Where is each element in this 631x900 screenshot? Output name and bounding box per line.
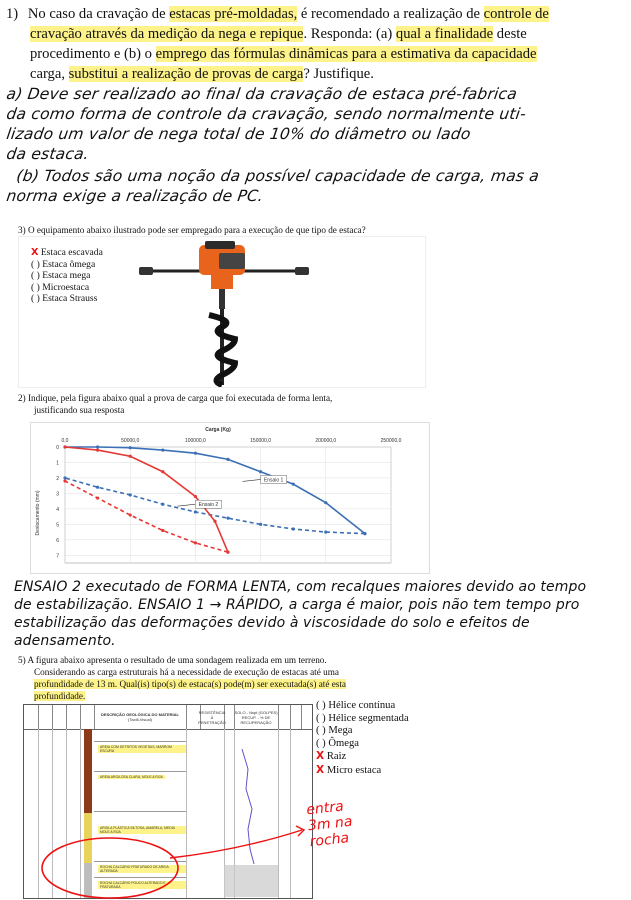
q1-highlight: estacas pré-moldadas, — [169, 6, 298, 22]
chart-y-ticks — [56, 445, 59, 559]
q3-options — [31, 247, 103, 305]
data-point — [129, 493, 132, 496]
red-circle-annotation — [40, 810, 350, 900]
option-mega[interactable]: ( ) Mega — [316, 725, 353, 737]
option-estaca-strauss[interactable]: ( ) Estaca Strauss — [31, 293, 98, 305]
q1-highlight: emprego das fórmulas dinâmicas para a estimativa da capacidade — [155, 46, 537, 62]
red-handwritten-note: entra 3m na rocha — [305, 798, 354, 851]
option-micro-estaca[interactable]: X Micro estaca — [316, 763, 382, 776]
data-point — [96, 486, 99, 489]
option-raiz[interactable]: X Raiz — [316, 750, 347, 763]
handwritten-line: de estabilização. ENSAIO 1 → RÁPIDO, a carga é maior, pois não tem tempo pro — [14, 597, 580, 613]
soil-layer-rock: ROCHA CALCÁRIO FRATURADO DE AREIA ALTERADA — [94, 861, 186, 878]
question-3: 3) O equipamento abaixo ilustrado pode ser empregado para a execução de que tipo de estaca? — [18, 225, 366, 235]
q1-text: deste — [493, 26, 527, 42]
option-omega[interactable]: ( ) Ômega — [316, 737, 359, 749]
data-point — [194, 452, 197, 455]
red-x-mark: X — [316, 750, 325, 763]
question-5: 5) A figura abaixo apresenta o resultado de uma sondagem realizada em um terreno. Considerando as carga estruturais há a necessidade de execução de estacas até uma profundidade de 13 m. Qual(is) tipo(s) de estaca(s) pode(m) ser executada(s) até esta profundidade. — [18, 655, 346, 701]
data-point — [259, 523, 262, 526]
chart-y-label: Deslocamento (mm) — [35, 490, 41, 536]
soil-layer-rock: ROCHA CALCÁRIO POUCO ALTERADO E FRATURADA — [94, 877, 186, 898]
option-estaca-escavada[interactable]: X Estaca escavada — [31, 247, 103, 258]
data-point — [129, 446, 132, 449]
handwritten-line: ENSAIO 2 executado de FORMA LENTA, com recalques maiores devido ao tempo — [14, 579, 587, 595]
soil-description-header: DESCRIÇÃO GEOLÓGICA DO MATERIAL (Tactil-Visual) — [94, 705, 187, 729]
q1-text: . Responda: (a) — [303, 26, 396, 42]
data-point — [292, 527, 295, 530]
annotation-arrow — [177, 504, 195, 506]
y-tick-label: 7 — [56, 553, 59, 560]
data-point — [161, 470, 164, 473]
q5-highlight: profundidade. — [34, 691, 86, 701]
x-tick-label: 0,0 — [61, 438, 69, 444]
q1-text: No caso da cravação de — [27, 6, 170, 22]
data-point — [96, 496, 99, 499]
q1-highlight: substitui a realização de provas de carga — [68, 66, 304, 82]
y-tick-label: 5 — [56, 522, 59, 529]
question-1 — [6, 4, 626, 84]
x-tick-label: 100000,0 — [184, 438, 206, 444]
q5-highlight: profundidade de 13 m. Qual(is) tipo(s) de estaca(s) pode(m) ser executada(s) até esta — [34, 679, 346, 689]
handwritten-line: lizado um valor de nega total de 10% do diâmetro ou lado — [5, 125, 472, 143]
resistance-header: RESISTÊNCIA À PENETRAÇÃO — [200, 705, 225, 729]
chart-x-ticks — [62, 438, 402, 444]
soil-layer: ARGILA PLÁSTICA SILTOSA, AMARELA, MEDIA MOLE A RIJA — [94, 811, 186, 862]
data-point — [161, 529, 164, 532]
soil-log-header — [24, 705, 312, 730]
y-tick-label: 3 — [56, 491, 59, 498]
series-line-2 — [65, 447, 228, 552]
option-helice-continua[interactable]: ( ) Hélice contínua — [316, 700, 396, 711]
data-point — [363, 532, 366, 535]
y-tick-label: 4 — [56, 506, 59, 513]
option-estaca-mega[interactable]: ( ) Estaca mega — [31, 270, 91, 282]
handwritten-line: a) Deve ser realizado ao final da cravação de estaca pré-fabrica — [5, 85, 519, 103]
data-point — [129, 455, 132, 458]
data-point — [63, 445, 66, 448]
data-point — [226, 517, 229, 520]
question-number: 1) — [6, 6, 19, 22]
data-point — [63, 479, 66, 482]
y-tick-label: 1 — [56, 460, 59, 467]
answer-1-handwritten — [5, 84, 628, 206]
chart-title: Carga (Kg) — [205, 427, 231, 433]
q3-panel — [18, 236, 426, 388]
data-point — [194, 495, 197, 498]
data-point — [324, 530, 327, 533]
q1-text: ? Justifique. — [303, 66, 374, 82]
q5-options — [316, 700, 409, 778]
data-point — [161, 503, 164, 506]
data-point — [96, 448, 99, 451]
handwritten-line: adensamento. — [14, 633, 116, 649]
chart-series — [63, 445, 366, 553]
data-point — [63, 476, 66, 479]
data-point — [96, 445, 99, 448]
load-test-chart — [30, 422, 430, 574]
data-point — [292, 483, 295, 486]
annotation-arrow — [243, 479, 261, 481]
nspt-header: SOLO - Nspt (GOLPES) RECUP. - % DE RECUPERAÇÃO — [234, 705, 279, 729]
series-line-3 — [65, 481, 228, 552]
x-tick-label: 200000,0 — [315, 438, 337, 444]
auger-drill-illustration — [139, 239, 309, 387]
q1-text: carga, — [30, 66, 69, 82]
data-point — [226, 458, 229, 461]
chart-annotations — [177, 475, 286, 508]
soil-layer: AREIA ARGILOSA CLARA, MOLE A RIJA — [94, 771, 186, 812]
option-helice-segmentada[interactable]: ( ) Hélice segmentada — [316, 712, 409, 724]
x-tick-label: 50000,0 — [121, 438, 140, 444]
question-2: 2) Indique, pela figura abaixo qual a prova de carga que foi executada de forma lenta, justificando sua resposta — [18, 393, 333, 415]
q1-highlight: qual a finalidade — [395, 26, 494, 42]
annotation-label: Ensaio 1 — [263, 477, 284, 484]
q1-text: é recomendado a realização de — [297, 6, 484, 22]
soil-layer: AREIA COM DETRITOS VEGETAIS, MARROM ESCURA — [94, 741, 186, 772]
option-microestaca[interactable]: ( ) Microestaca — [31, 281, 90, 293]
handwritten-line: da como forma de controle da cravação, sendo normalmente uti- — [5, 105, 528, 123]
handwritten-line: estabilização das deformações devido à viscosidade do solo e efeitos de — [14, 615, 530, 631]
red-x-mark: X — [31, 247, 39, 258]
data-point — [194, 541, 197, 544]
q1-highlight: cravação através da medição da nega e repique — [30, 26, 304, 42]
answer-2-handwritten — [14, 578, 631, 650]
option-estaca-omega[interactable]: ( ) Estaca ômega — [31, 258, 96, 270]
chart-grid — [65, 447, 391, 563]
data-point — [324, 501, 327, 504]
red-x-mark: X — [316, 763, 325, 776]
y-tick-label: 2 — [56, 475, 59, 482]
q1-text: procedimento e (b) o — [30, 46, 156, 62]
data-point — [194, 510, 197, 513]
handwritten-line: (b) Todos são uma noção da possível capacidade de carga, mas a — [15, 167, 541, 185]
data-point — [161, 448, 164, 451]
y-tick-label: 6 — [56, 537, 59, 544]
x-tick-label: 150000,0 — [250, 438, 272, 444]
handwritten-line: da estaca. — [5, 145, 91, 163]
handwritten-line: norma exige a realização de PC. — [5, 187, 265, 205]
data-point — [213, 520, 216, 523]
q1-highlight: controle de — [483, 6, 549, 22]
y-tick-label: 0 — [56, 445, 59, 451]
annotation-label: Ensaio 2 — [198, 502, 219, 509]
data-point — [129, 513, 132, 516]
data-point — [226, 551, 229, 554]
x-tick-label: 250000,0 — [380, 438, 402, 444]
load-test-chart-svg — [31, 423, 429, 573]
data-point — [259, 470, 262, 473]
chart-frame — [65, 447, 391, 563]
